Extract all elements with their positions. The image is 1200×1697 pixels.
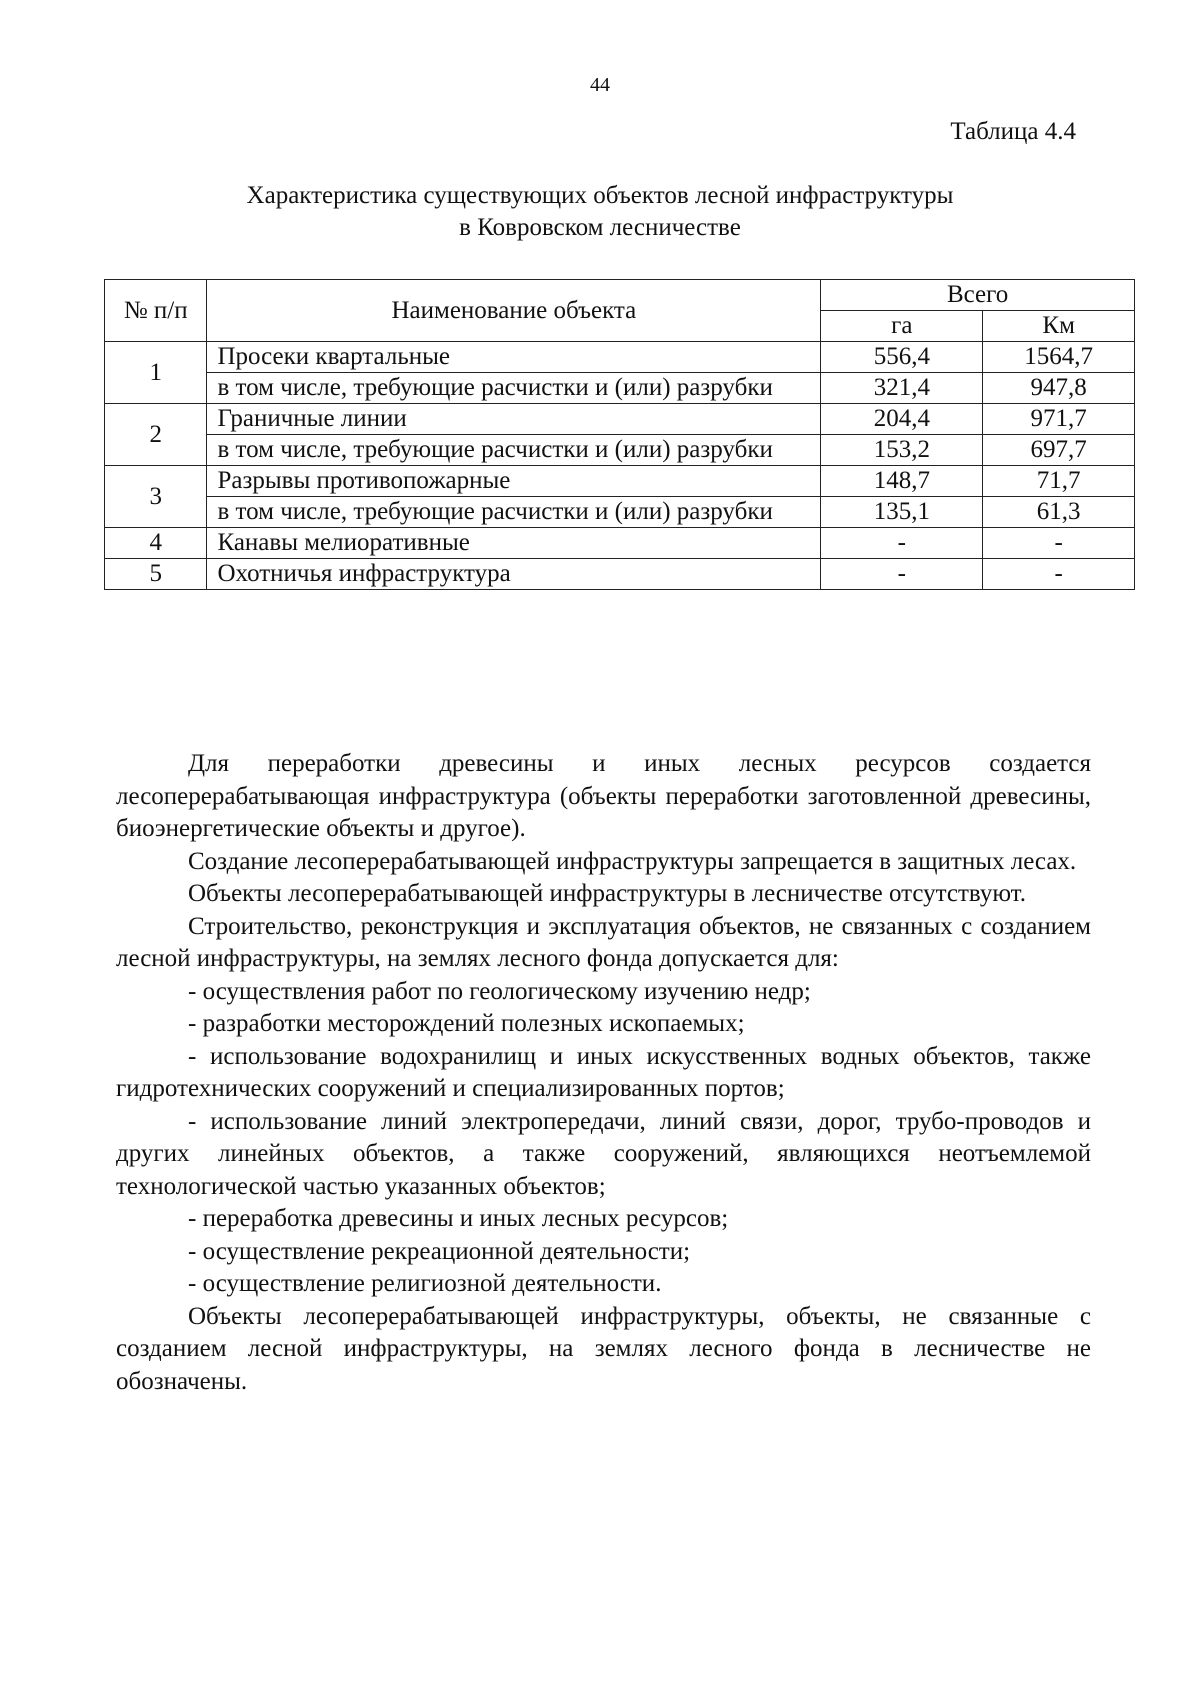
paragraph: - разработки месторождений полезных ископаемых; bbox=[188, 1010, 745, 1037]
paragraph: - осуществление религиозной деятельности. bbox=[188, 1270, 662, 1297]
table-label: Таблица 4.4 bbox=[950, 118, 1076, 145]
value-ga: 321,4 bbox=[821, 373, 983, 404]
header-object-name: Наименование объекта bbox=[207, 280, 821, 342]
table-header-row bbox=[105, 280, 1135, 311]
table-row bbox=[105, 559, 1135, 590]
value-ga: 153,2 bbox=[821, 435, 983, 466]
value-km: 1564,7 bbox=[983, 342, 1135, 373]
value-km: - bbox=[983, 559, 1135, 590]
value-ga: - bbox=[821, 528, 983, 559]
value-ga: 135,1 bbox=[821, 497, 983, 528]
body-text bbox=[116, 748, 1091, 1398]
table-body bbox=[105, 280, 1135, 590]
object-name: Разрывы противопожарные bbox=[207, 466, 821, 497]
row-number: 5 bbox=[105, 559, 207, 590]
row-number: 4 bbox=[105, 528, 207, 559]
infrastructure-table bbox=[104, 279, 1135, 590]
row-number: 3 bbox=[105, 466, 207, 528]
value-km: 61,3 bbox=[983, 497, 1135, 528]
paragraph: - использование водохранилищ и иных искусственных водных объектов, также гидротехнических сооружений и специализированных портов; bbox=[116, 1042, 1091, 1102]
table-row bbox=[105, 373, 1135, 404]
table-title-line-2: в Ковровском лесничестве bbox=[459, 214, 741, 241]
table-row bbox=[105, 466, 1135, 497]
object-name: Охотничья инфраструктура bbox=[207, 559, 821, 590]
value-km: 71,7 bbox=[983, 466, 1135, 497]
object-name: Канавы мелиоративные bbox=[207, 528, 821, 559]
object-name: Граничные линии bbox=[207, 404, 821, 435]
row-number: 1 bbox=[105, 342, 207, 404]
object-name: в том числе, требующие расчистки и (или) разрубки bbox=[207, 497, 821, 528]
paragraph: - использование линий электропередачи, линий связи, дорог, трубо-проводов и других линейных объектов, а также сооружений, являющихся неотъемлемой технологической частью указанных объектов; bbox=[116, 1107, 1091, 1200]
table-row bbox=[105, 435, 1135, 466]
header-km: Км bbox=[983, 311, 1135, 342]
paragraph: - осуществление рекреационной деятельности; bbox=[188, 1237, 691, 1265]
object-name: Просеки квартальные bbox=[207, 342, 821, 373]
value-ga: 204,4 bbox=[821, 404, 983, 435]
row-number: 2 bbox=[105, 404, 207, 466]
value-km: 697,7 bbox=[983, 435, 1135, 466]
value-km: 971,7 bbox=[983, 404, 1135, 435]
table-row bbox=[105, 342, 1135, 373]
paragraph: Объекты лесоперерабатывающей инфраструктуры, объекты, не связанные с созданием лесной инфраструктуры, на землях лесного фонда в лесничестве не обозначены. bbox=[116, 1302, 1091, 1395]
paragraph: Создание лесоперерабатывающей инфраструктуры запрещается в защитных лесах. bbox=[188, 847, 1077, 875]
table-row bbox=[105, 528, 1135, 559]
value-ga: 556,4 bbox=[821, 342, 983, 373]
object-name: в том числе, требующие расчистки и (или) разрубки bbox=[207, 435, 821, 466]
table-row bbox=[105, 497, 1135, 528]
paragraph: Для переработки древесины и иных лесных ресурсов создается лесоперерабатывающая инфраструктура (объекты переработки заготовленной древесины, биоэнергетические объекты и другое). bbox=[116, 750, 1091, 842]
table-title-line-1: Характеристика существующих объектов лесной инфраструктуры bbox=[246, 182, 954, 209]
value-ga: 148,7 bbox=[821, 466, 983, 497]
page-number: 44 bbox=[590, 74, 610, 96]
paragraph: Объекты лесоперерабатывающей инфраструктуры в лесничестве отсутствуют. bbox=[188, 880, 1026, 907]
header-total: Всего bbox=[821, 280, 1135, 311]
paragraph: - осуществления работ по геологическому изучению недр; bbox=[188, 977, 811, 1005]
table-title bbox=[0, 180, 1200, 244]
value-ga: - bbox=[821, 559, 983, 590]
header-number: № п/п bbox=[105, 280, 207, 342]
object-name: в том числе, требующие расчистки и (или) разрубки bbox=[207, 373, 821, 404]
value-km: 947,8 bbox=[983, 373, 1135, 404]
paragraph: - переработка древесины и иных лесных ресурсов; bbox=[188, 1205, 729, 1232]
value-km: - bbox=[983, 528, 1135, 559]
paragraph: Строительство, реконструкция и эксплуатация объектов, не связанных с созданием лесной инфраструктуры, на землях лесного фонда допускается для: bbox=[116, 912, 1091, 972]
table-row bbox=[105, 404, 1135, 435]
header-ga: га bbox=[821, 311, 983, 342]
